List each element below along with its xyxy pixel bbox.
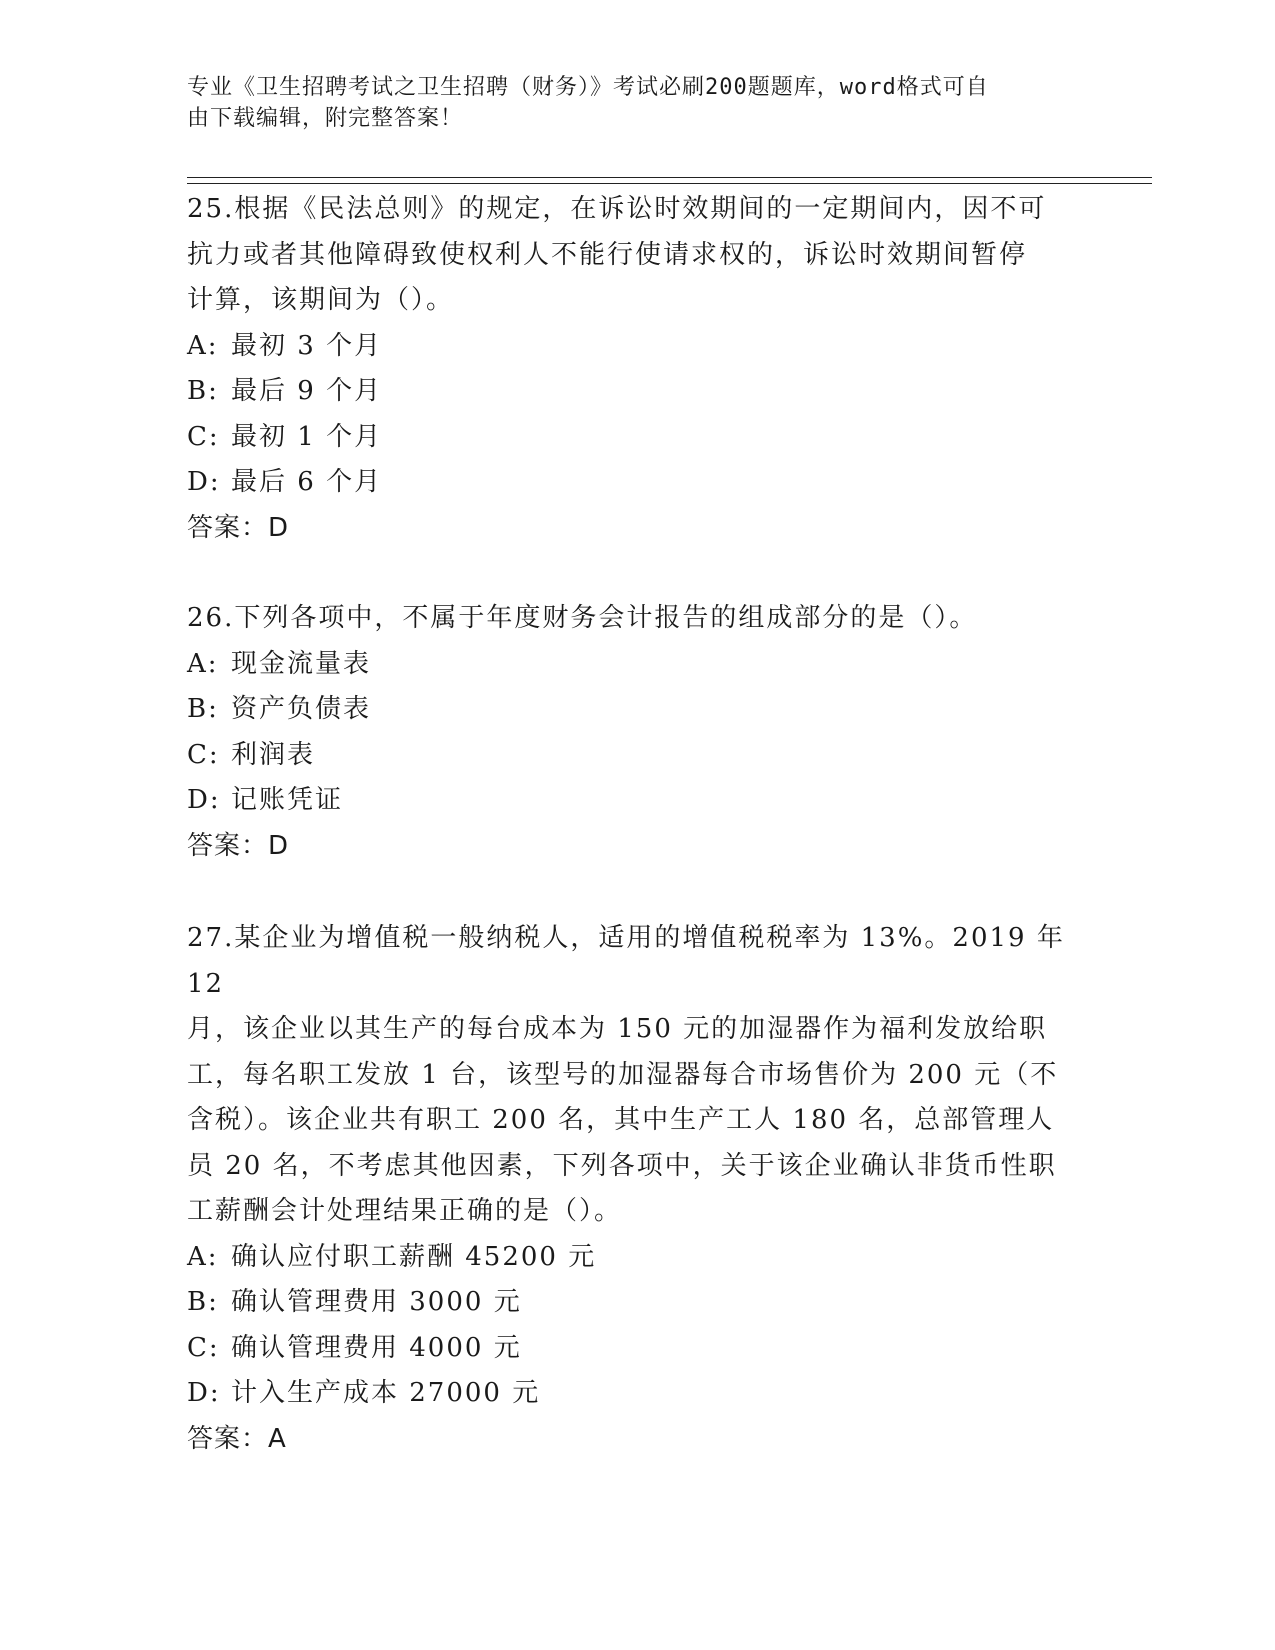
option-text: 最初 1 个月 <box>231 421 383 452</box>
question-text-line: 含税）。该企业共有职工 200 名，其中生产工人 180 名，总部管理人 <box>187 1105 1055 1135</box>
option-text: 记账凭证 <box>231 785 344 815</box>
option-b <box>187 369 1087 415</box>
option-c <box>187 733 1087 779</box>
option-key: D: <box>187 467 221 497</box>
answer-line: 答案：D <box>187 512 290 543</box>
header-divider-top <box>187 177 1152 178</box>
header-divider-bottom <box>187 183 1152 184</box>
option-text: 确认管理费用 3000 元 <box>231 1287 522 1317</box>
option-text: 最后 9 个月 <box>231 376 383 406</box>
option-a <box>187 642 1087 688</box>
option-d <box>187 1371 1087 1417</box>
question-text-line: 抗力或者其他障碍致使权利人不能行使请求权的，诉讼时效期间暂停 <box>187 239 1028 270</box>
question-27 <box>187 916 1087 1462</box>
option-text: 利润表 <box>231 739 316 770</box>
question-text-line: 工薪酬会计处理结果正确的是（）。 <box>187 1196 623 1226</box>
question-26 <box>187 596 1087 869</box>
question-text-line: 月，该企业以其生产的每台成本为 150 元的加湿器作为福利发放给职 <box>187 1014 1048 1044</box>
option-text: 确认管理费用 4000 元 <box>231 1332 522 1363</box>
document-header <box>187 72 1067 134</box>
option-b <box>187 687 1087 733</box>
question-text-line: 计算，该期间为（）。 <box>187 285 455 315</box>
option-text: 现金流量表 <box>231 648 372 679</box>
option-key: D: <box>187 1378 221 1408</box>
option-b <box>187 1280 1087 1326</box>
option-d <box>187 778 1087 824</box>
option-text: 最后 6 个月 <box>231 467 383 497</box>
question-text-line: 27.某企业为增值税一般纳税人，适用的增值税税率为 13%。2019 年 12 <box>187 923 1065 999</box>
option-key: D: <box>187 785 221 815</box>
option-text: 最初 3 个月 <box>231 330 383 361</box>
answer-line: 答案：D <box>187 830 290 861</box>
option-key: A: <box>187 1241 219 1272</box>
answer-line: 答案：A <box>187 1423 287 1454</box>
header-line-2: 由下载编辑，附完整答案！ <box>187 106 464 131</box>
option-key: B: <box>187 1287 219 1317</box>
option-a <box>187 324 1087 370</box>
question-text-line: 工，每名职工发放 1 台，该型号的加湿器每合市场售价为 200 元（不 <box>187 1059 1059 1090</box>
option-key: C: <box>187 421 220 452</box>
question-text-line: 26.下列各项中，不属于年度财务会计报告的组成部分的是（）。 <box>187 603 978 633</box>
option-text: 资产负债表 <box>231 694 372 724</box>
option-key: B: <box>187 376 219 406</box>
option-text: 确认应付职工薪酬 45200 元 <box>231 1241 597 1272</box>
option-a <box>187 1235 1087 1281</box>
question-text-line: 25.根据《民法总则》的规定，在诉讼时效期间的一定期间内，因不可 <box>187 194 1047 224</box>
header-line-1: 专业《卫生招聘考试之卫生招聘（财务）》考试必刷200题题库，word格式可自 <box>187 75 989 100</box>
option-text: 计入生产成本 27000 元 <box>231 1378 541 1408</box>
option-c <box>187 1326 1087 1372</box>
option-d <box>187 460 1087 506</box>
option-key: A: <box>187 648 219 679</box>
option-key: C: <box>187 739 220 770</box>
question-25 <box>187 187 1087 551</box>
option-key: B: <box>187 694 219 724</box>
option-c <box>187 415 1087 461</box>
option-key: A: <box>187 330 219 361</box>
question-text-line: 员 20 名，不考虑其他因素，下列各项中，关于该企业确认非货币性职 <box>187 1150 1057 1181</box>
option-key: C: <box>187 1332 220 1363</box>
